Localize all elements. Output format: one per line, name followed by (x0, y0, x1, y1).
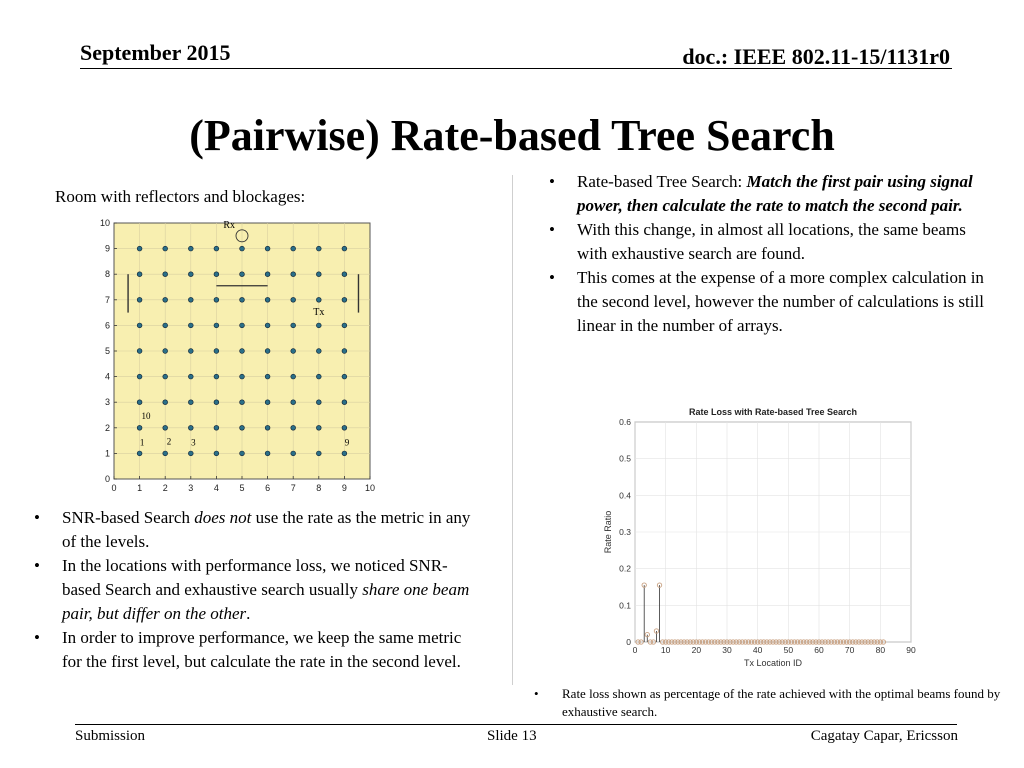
rate-x-tick-label: 30 (722, 645, 732, 655)
room-location-point (188, 272, 193, 277)
room-location-point (163, 425, 168, 430)
room-layout-plot (100, 215, 390, 500)
left-bullet-item (30, 626, 485, 674)
rate-x-axis-label: Tx Location ID (743, 658, 803, 668)
rate-y-tick-label: 0.6 (619, 417, 631, 427)
room-x-tick-label: 7 (290, 483, 296, 493)
right-bullet-item (545, 218, 985, 266)
rate-x-tick-label: 90 (906, 645, 916, 655)
room-y-tick-label: 7 (104, 294, 110, 305)
room-location-point (137, 400, 142, 405)
room-x-tick-label: 1 (137, 483, 143, 493)
room-location-point (291, 374, 296, 379)
room-location-point (240, 272, 245, 277)
room-location-point (137, 451, 142, 456)
chart-note-text: Rate loss shown as percentage of the rate achieved with the optimal beams found by exhaustive search. (562, 686, 1001, 719)
right-bullet-list (545, 170, 985, 338)
rate-x-tick-label: 60 (814, 645, 824, 655)
slide-title: (Pairwise) Rate-based Tree Search (189, 111, 835, 160)
room-location-point (240, 451, 245, 456)
room-y-tick-label: 0 (104, 474, 110, 484)
tx-label: Tx (313, 307, 325, 319)
rate-x-tick-label: 20 (691, 645, 702, 655)
left-bullet-text-run: does not (194, 508, 252, 527)
room-location-point (240, 246, 245, 251)
room-location-point (316, 425, 321, 430)
room-y-tick-label: 4 (104, 371, 110, 382)
room-location-point (163, 349, 168, 354)
room-location-point (188, 297, 193, 302)
left-bullet-text-run: SNR-based Search (62, 508, 195, 527)
footer-divider (75, 724, 957, 725)
room-location-point (163, 323, 168, 328)
room-location-point (214, 246, 219, 251)
room-location-point (265, 451, 270, 456)
location-id-label: 3 (191, 437, 196, 448)
footer-author: Cagatay Capar, Ericsson (810, 728, 958, 744)
room-location-point (214, 272, 219, 277)
rate-x-tick-label: 80 (875, 645, 886, 655)
rate-loss-chart (595, 402, 925, 672)
left-bullet-text-run: In the locations with performance loss, we noticed SNR-based Search and exhaustive search usually (62, 556, 448, 599)
room-location-point (240, 297, 245, 302)
room-x-tick-label: 0 (111, 483, 117, 493)
rate-y-tick-label: 0 (626, 637, 631, 647)
room-location-point (137, 323, 142, 328)
room-location-point (163, 374, 168, 379)
right-bullet-item (545, 266, 985, 338)
column-divider (512, 175, 513, 685)
room-location-point (265, 323, 270, 328)
room-location-point (291, 272, 296, 277)
rate-x-tick-label: 0 (632, 645, 638, 655)
left-bullet-text-run: use the rate as the metric in any of the levels. (62, 508, 471, 551)
left-bullet-list (30, 506, 485, 674)
room-location-point (137, 425, 142, 430)
room-x-tick-label: 9 (341, 483, 347, 493)
header-date: September 2015 (80, 40, 231, 65)
room-location-point (265, 425, 270, 430)
room-plot-caption: Room with reflectors and blockages: (55, 187, 306, 206)
bullet-glyph: • (534, 686, 539, 701)
room-location-point (240, 349, 245, 354)
rate-x-tick-label: 50 (783, 645, 794, 655)
room-location-point (214, 451, 219, 456)
left-bullet-text-run: In order to improve performance, we keep the same metric for the first level, but calculate the rate in the second level. (62, 628, 462, 671)
bullet-glyph: • (549, 268, 555, 287)
room-y-tick-label: 9 (104, 243, 110, 254)
rate-x-tick-label: 70 (844, 645, 855, 655)
room-location-point (214, 349, 219, 354)
chart-note (530, 685, 1020, 721)
rate-y-tick-label: 0.2 (619, 563, 631, 574)
room-x-tick-label: 8 (316, 483, 322, 493)
right-bullet-item (545, 170, 985, 218)
room-x-tick-label: 10 (364, 483, 376, 493)
rate-y-tick-label: 0.3 (619, 527, 631, 537)
location-id-label: 2 (166, 436, 172, 447)
left-bullet-text-run: share one beam pair, but differ on the other (62, 580, 470, 623)
room-location-point (214, 400, 219, 405)
room-location-point (163, 272, 168, 277)
room-location-point (316, 451, 321, 456)
room-location-point (342, 374, 347, 379)
room-location-point (316, 349, 321, 354)
room-location-point (342, 349, 347, 354)
room-location-point (214, 323, 219, 328)
room-location-point (342, 400, 347, 405)
room-x-tick-label: 5 (239, 483, 245, 493)
location-id-label: 9 (344, 437, 350, 448)
room-location-point (342, 323, 347, 328)
room-y-tick-label: 2 (104, 422, 110, 433)
rate-y-tick-label: 0.5 (619, 453, 631, 464)
room-location-point (137, 297, 142, 302)
header-doc-id: doc.: IEEE 802.11-15/1131r0 (682, 44, 950, 69)
location-id-label: 10 (141, 410, 151, 421)
rate-x-tick-label: 10 (660, 645, 671, 655)
room-location-point (316, 297, 321, 302)
rx-label: Rx (223, 220, 236, 232)
room-location-point (163, 400, 168, 405)
room-location-point (265, 349, 270, 354)
room-y-tick-label: 6 (104, 320, 110, 331)
bullet-glyph: • (34, 628, 40, 647)
room-location-point (316, 272, 321, 277)
room-location-point (163, 246, 168, 251)
footer-slide-number: Slide 13 (487, 728, 537, 744)
rate-chart-title: Rate Loss with Rate-based Tree Search (688, 407, 858, 417)
rate-x-tick-label: 40 (752, 645, 763, 655)
room-location-point (137, 374, 142, 379)
room-location-point (163, 451, 168, 456)
right-bullet-text-run: Match the first pair using signal power, then calculate the rate to match the second pair. (577, 172, 973, 215)
room-x-tick-label: 6 (265, 483, 271, 493)
room-location-point (291, 400, 296, 405)
room-location-point (291, 246, 296, 251)
footer-submission: Submission (75, 728, 146, 744)
rate-y-axis-label: Rate Ratio (603, 510, 613, 554)
room-y-tick-label: 3 (104, 397, 110, 408)
right-bullet-text-run: With this change, in almost all locations, the same beams with exhaustive search are found. (577, 220, 966, 263)
room-location-point (188, 451, 193, 456)
room-location-point (240, 425, 245, 430)
rate-y-tick-label: 0.4 (619, 490, 631, 501)
room-location-point (188, 425, 193, 430)
room-location-point (137, 349, 142, 354)
room-location-point (342, 272, 347, 277)
room-location-point (214, 297, 219, 302)
room-location-point (163, 297, 168, 302)
room-location-point (316, 400, 321, 405)
bullet-glyph: • (34, 556, 40, 575)
bullet-glyph: • (34, 508, 40, 527)
room-location-point (291, 323, 296, 328)
room-location-point (316, 246, 321, 251)
room-y-tick-label: 1 (104, 448, 110, 459)
room-location-point (265, 374, 270, 379)
room-location-point (291, 297, 296, 302)
rate-y-tick-label: 0.1 (619, 600, 631, 611)
room-location-point (240, 374, 245, 379)
location-id-label: 1 (139, 437, 145, 448)
right-bullet-text-run: Rate-based Tree Search: (577, 172, 747, 191)
room-location-point (137, 246, 142, 251)
chart-note-item (530, 685, 1020, 721)
room-location-point (342, 451, 347, 456)
room-location-point (316, 374, 321, 379)
header-divider (80, 68, 952, 69)
room-location-point (188, 349, 193, 354)
room-location-point (316, 323, 321, 328)
bullet-glyph: • (549, 172, 555, 191)
room-location-point (342, 246, 347, 251)
room-location-point (291, 451, 296, 456)
left-bullet-item (30, 506, 485, 554)
room-location-point (214, 374, 219, 379)
bullet-glyph: • (549, 220, 555, 239)
room-location-point (188, 323, 193, 328)
room-x-tick-label: 2 (162, 483, 168, 493)
room-location-point (342, 297, 347, 302)
room-location-point (342, 425, 347, 430)
room-location-point (240, 400, 245, 405)
left-bullet-item (30, 554, 485, 626)
room-location-point (240, 323, 245, 328)
left-bullet-text-run: . (246, 604, 251, 623)
room-location-point (265, 246, 270, 251)
room-y-tick-label: 8 (104, 269, 110, 280)
room-location-point (265, 400, 270, 405)
room-location-point (214, 425, 219, 430)
room-location-point (291, 425, 296, 430)
room-location-point (137, 272, 142, 277)
room-y-tick-label: 10 (100, 218, 110, 228)
room-x-tick-label: 3 (188, 483, 194, 493)
room-location-point (188, 400, 193, 405)
room-location-point (265, 297, 270, 302)
right-bullet-text-run: This comes at the expense of a more complex calculation in the second level, however the number of calculations is still linear in the number of arrays. (577, 268, 984, 335)
room-x-tick-label: 4 (213, 483, 219, 493)
room-y-tick-label: 5 (104, 346, 110, 356)
room-location-point (265, 272, 270, 277)
room-location-point (188, 374, 193, 379)
room-location-point (188, 246, 193, 251)
room-location-point (291, 349, 296, 354)
